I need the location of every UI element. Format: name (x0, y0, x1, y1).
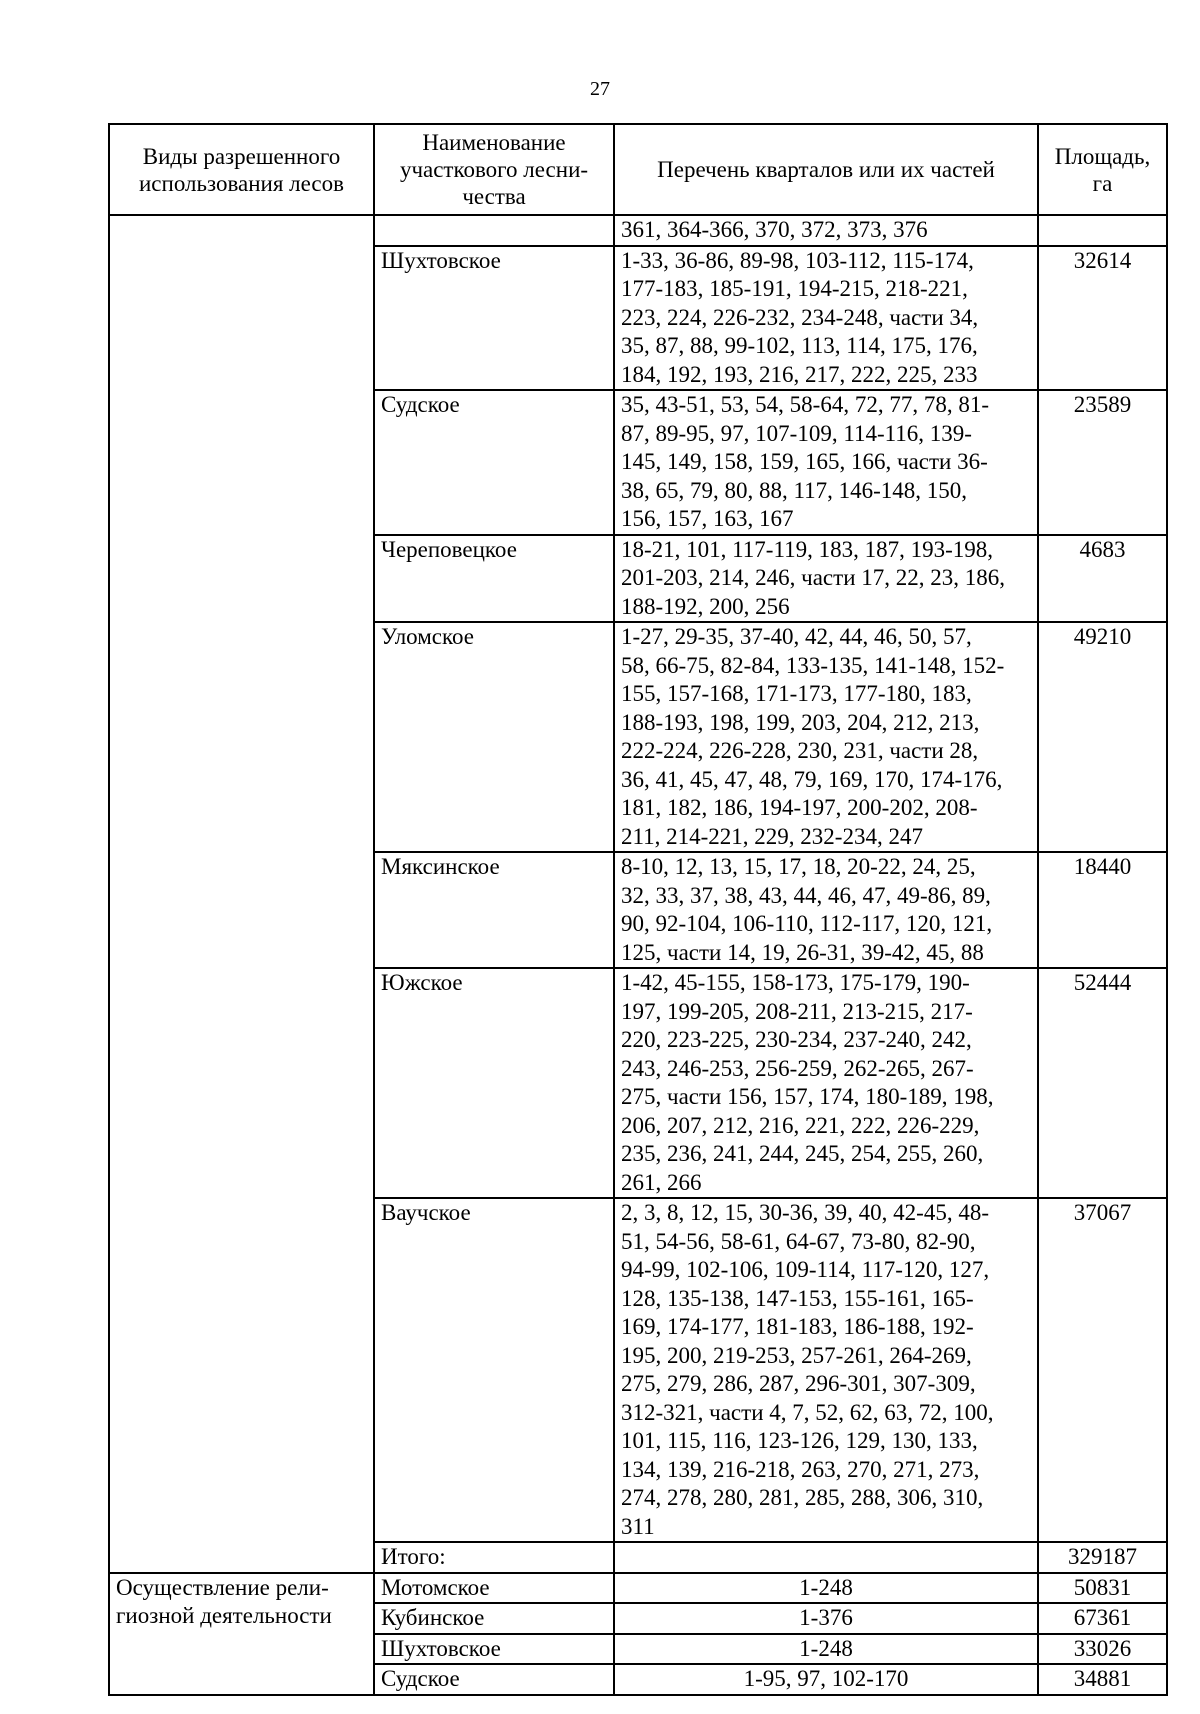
total-label: Итого: (374, 1542, 614, 1573)
quarters-cell: 1-33, 36-86, 89-98, 103-112, 115-174, 177-183, 185-191, 194-215, 218-221, 223, 224, 226-232, 234-248, части 34, 35, 87, 88, 99-102, 113, 114, 175, 176, 184, 192, 193, 216, 217, 222, 225, 233 (614, 246, 1038, 391)
use-type-cell-empty (109, 215, 374, 1573)
area-cell: 32614 (1038, 246, 1167, 391)
forestry-name-cell: Ваучское (374, 1198, 614, 1542)
forestry-name-cell: Шухтовское (374, 1634, 614, 1665)
quarters-cell: 1-95, 97, 102-170 (614, 1664, 1038, 1695)
area-cell: 50831 (1038, 1573, 1167, 1604)
quarters-cell: 35, 43-51, 53, 54, 58-64, 72, 77, 78, 81- 87, 89-95, 97, 107-109, 114-116, 139- 145, 149, 158, 159, 165, 166, части 36- 38, 65, 79, 80, 88, 117, 146-148, 150, 156, 157, 163, 167 (614, 390, 1038, 535)
quarters-cell: 361, 364-366, 370, 372, 373, 376 (614, 215, 1038, 246)
forestry-name-cell: Кубинское (374, 1603, 614, 1634)
area-cell: 33026 (1038, 1634, 1167, 1665)
page-number: 27 (590, 78, 610, 100)
quarters-cell: 8-10, 12, 13, 15, 17, 18, 20-22, 24, 25, 32, 33, 37, 38, 43, 44, 46, 47, 49-86, 89, 90, 92-104, 106-110, 112-117, 120, 121, 125, части 14, 19, 26-31, 39-42, 45, 88 (614, 852, 1038, 968)
area-cell: 23589 (1038, 390, 1167, 535)
quarters-cell: 1-27, 29-35, 37-40, 42, 44, 46, 50, 57, 58, 66-75, 82-84, 133-135, 141-148, 152- 155, 157-168, 171-173, 177-180, 183, 188-193, 198, 199, 203, 204, 212, 213, 222-224, 226-228, 230, 231, части 28, 36, 41, 45, 47, 48, 79, 169, 170, 174-176, 181, 182, 186, 194-197, 200-202, 208- 211, 214-221, 229, 232-234, 247 (614, 622, 1038, 852)
area-cell (1038, 215, 1167, 246)
area-cell: 37067 (1038, 1198, 1167, 1542)
forest-use-table (108, 123, 1168, 1696)
quarters-cell: 1-42, 45-155, 158-173, 175-179, 190- 197, 199-205, 208-211, 213-215, 217- 220, 223-225, 230-234, 237-240, 242, 243, 246-253, 256-259, 262-265, 267- 275, части 156, 157, 174, 180-189, 198, 206, 207, 212, 216, 221, 222, 226-229, 235, 236, 241, 244, 245, 254, 255, 260, 261, 266 (614, 968, 1038, 1198)
forestry-name-cell: Череповецкое (374, 535, 614, 623)
forestry-name-cell (374, 215, 614, 246)
table-row (109, 1573, 1167, 1604)
area-cell: 18440 (1038, 852, 1167, 968)
forestry-name-cell: Судское (374, 390, 614, 535)
header-area: Площадь, га (1038, 124, 1167, 215)
header-use-type: Виды разрешенного использования лесов (109, 124, 374, 215)
table-row (109, 215, 1167, 246)
area-cell: 34881 (1038, 1664, 1167, 1695)
forestry-name-cell: Шухтовское (374, 246, 614, 391)
forestry-name-cell: Судское (374, 1664, 614, 1695)
quarters-cell (614, 1542, 1038, 1573)
quarters-cell: 2, 3, 8, 12, 15, 30-36, 39, 40, 42-45, 48- 51, 54-56, 58-61, 64-67, 73-80, 82-90, 94-99, 102-106, 109-114, 117-120, 127, 128, 135-138, 147-153, 155-161, 165- 169, 174-177, 181-183, 186-188, 192- 195, 200, 219-253, 257-261, 264-269, 275, 279, 286, 287, 296-301, 307-309, 312-321, части 4, 7, 52, 62, 63, 72, 100, 101, 115, 116, 123-126, 129, 130, 133, 134, 139, 216-218, 263, 270, 271, 273, 274, 278, 280, 281, 285, 288, 306, 310, 311 (614, 1198, 1038, 1542)
area-cell: 49210 (1038, 622, 1167, 852)
forestry-name-cell: Мяксинское (374, 852, 614, 968)
quarters-cell: 1-248 (614, 1573, 1038, 1604)
use-type-cell: Осуществление рели- гиозной деятельности (109, 1573, 374, 1695)
forestry-name-cell: Мотомское (374, 1573, 614, 1604)
quarters-cell: 1-248 (614, 1634, 1038, 1665)
header-quarters: Перечень кварталов или их частей (614, 124, 1038, 215)
area-cell: 4683 (1038, 535, 1167, 623)
table-header-row (109, 124, 1167, 215)
area-cell: 67361 (1038, 1603, 1167, 1634)
quarters-cell: 18-21, 101, 117-119, 183, 187, 193-198, 201-203, 214, 246, части 17, 22, 23, 186, 188-192, 200, 256 (614, 535, 1038, 623)
area-cell: 52444 (1038, 968, 1167, 1198)
forestry-name-cell: Южское (374, 968, 614, 1198)
header-forestry-name: Наименование участкового лесни-чества (374, 124, 614, 215)
forestry-name-cell: Уломское (374, 622, 614, 852)
quarters-cell: 1-376 (614, 1603, 1038, 1634)
total-area: 329187 (1038, 1542, 1167, 1573)
